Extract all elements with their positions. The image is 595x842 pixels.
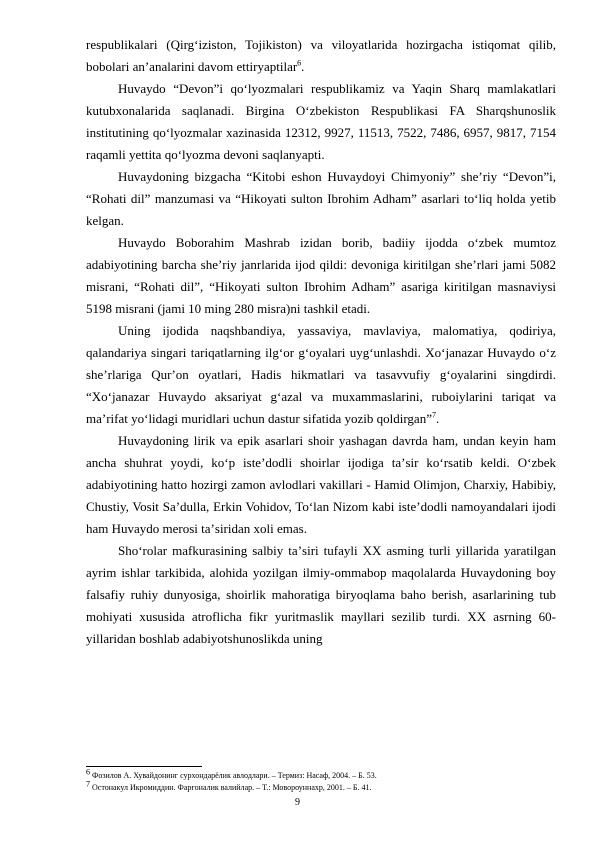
paragraph	[86, 430, 556, 540]
footnotes	[86, 767, 556, 794]
footnote-ref: 7	[431, 410, 436, 420]
body-text	[86, 34, 556, 650]
footnote	[86, 779, 556, 794]
paragraph-text: Shoʻrolar mafkurasining salbiy taʼsiri tufayli XX asming turli yillarida yaratilgan ayrim ishlar tarkibida, alohida yozilgan ilmiy-ommabop maqolalarda Huvaydoning boy falsafiy ruhiy dunyosiga, shoirlik mahoratiga biryoqlama baho berish, asarlarining tub mohiyati xususida atroflicha fikr yuritmaslik mayllari sezilib turdi. XX asrning 60-yillaridan boshlab adabiyotshunoslikda uning	[86, 543, 556, 646]
paragraph	[86, 320, 556, 430]
footnote	[86, 767, 556, 782]
paragraph	[86, 540, 556, 650]
paragraph-text: Huvaydo Boborahim Mashrab izidan borib, badiiy ijodda oʻzbek mumtoz adabiyotining barcha sheʼriy janrlarida ijod qildi: devoniga kiritilgan sheʼrlari jami 5082 misrani, “Rohati dil”, “Hikoyati sulton Ibrohim Adham” asariga kiritilgan masnaviysi 5198 misrani (jami 10 ming 280 misra)ni tashkil etadi.	[86, 235, 556, 316]
footnote-mark: 7	[86, 779, 90, 789]
footnote-text: Фозилов А. Хувайдонинг сурхондарёлик авлодлари. – Термиз: Насаф, 2004. – Б. 53.	[92, 771, 377, 780]
paragraph-text: respublikalari (Qirgʻiziston, Tojikiston) va viloyatlarida hozirgacha istiqomat qilib, bobolari anʼanalarini davom ettiryaptilar	[86, 37, 556, 74]
paragraph	[86, 232, 556, 320]
paragraph-text: Uning ijodida naqshbandiya, yassaviya, mavlaviya, malomatiya, qodiriya, qalandariya singari tariqatlarning ilgʻor gʻoyalari uygʻunlashdi. Xoʻjanazar Huvaydo oʻz sheʼrlariga Qurʼon oyatlari, Hadis hikmatlari va tasavvufiy gʻoyalarini singdirdi. “Xoʻjanazar Huvaydo aksariyat gʻazal va muxammaslarini, ruboiylarini tariqat va maʼrifat yoʻlidagi muridlari uchun dastur sifatida yozib qoldirgan”	[86, 323, 556, 426]
footnote-ref: 6	[297, 58, 302, 68]
paragraph-text: Huvaydo “Devon”i qoʻlyozmalari respublikamiz va Yaqin Sharq mamlakatlari kutubxonalarida saqlanadi. Birgina Oʻzbekiston Respublikasi FA Sharqshunoslik institutining qoʻlyozmalar xazinasida 12312, 9927, 11513, 7522, 7486, 6957, 9817, 7154 raqamli yettita qoʻlyozma devoni saqlanyapti.	[86, 81, 556, 162]
paragraph-continued	[86, 34, 556, 78]
paragraph-text: Huvaydoning lirik va epik asarlari shoir yashagan davrda ham, undan keyin ham ancha shuhrat yoydi, koʻp isteʼdodli shoirlar ijodiga taʼsir koʻrsatib keldi. Oʻzbek adabiyotining hatto hozirgi zamon avlodlari vakillari - Hamid Olimjon, Charxiy, Habibiy, Chustiy, Vosit Saʼdulla, Erkin Vohidov, Toʻlan Nizom kabi isteʼdodli namoyandalari ijodi ham Huvaydo merosi taʼsiridan xoli emas.	[86, 433, 556, 536]
paragraph	[86, 166, 556, 232]
paragraph-text: Huvaydoning bizgacha “Kitobi eshon Huvaydoyi Chimyoniy” sheʼriy “Devon”i, “Rohati dil” manzumasi va “Hikoyati sulton Ibrohim Adham” asarlari toʻliq holda yetib kelgan.	[86, 169, 556, 228]
page-number: 9	[295, 797, 300, 808]
footnote-text: Остонакул Икромиддин. Фарғоналик валийлар. – Т.: Мовороуннахр, 2001. – Б. 41.	[92, 783, 372, 792]
paragraph-tail: .	[435, 411, 440, 426]
paragraph-tail: .	[301, 59, 305, 74]
footnote-mark: 6	[86, 767, 90, 777]
paragraph	[86, 78, 556, 166]
footnote-divider	[86, 766, 202, 767]
